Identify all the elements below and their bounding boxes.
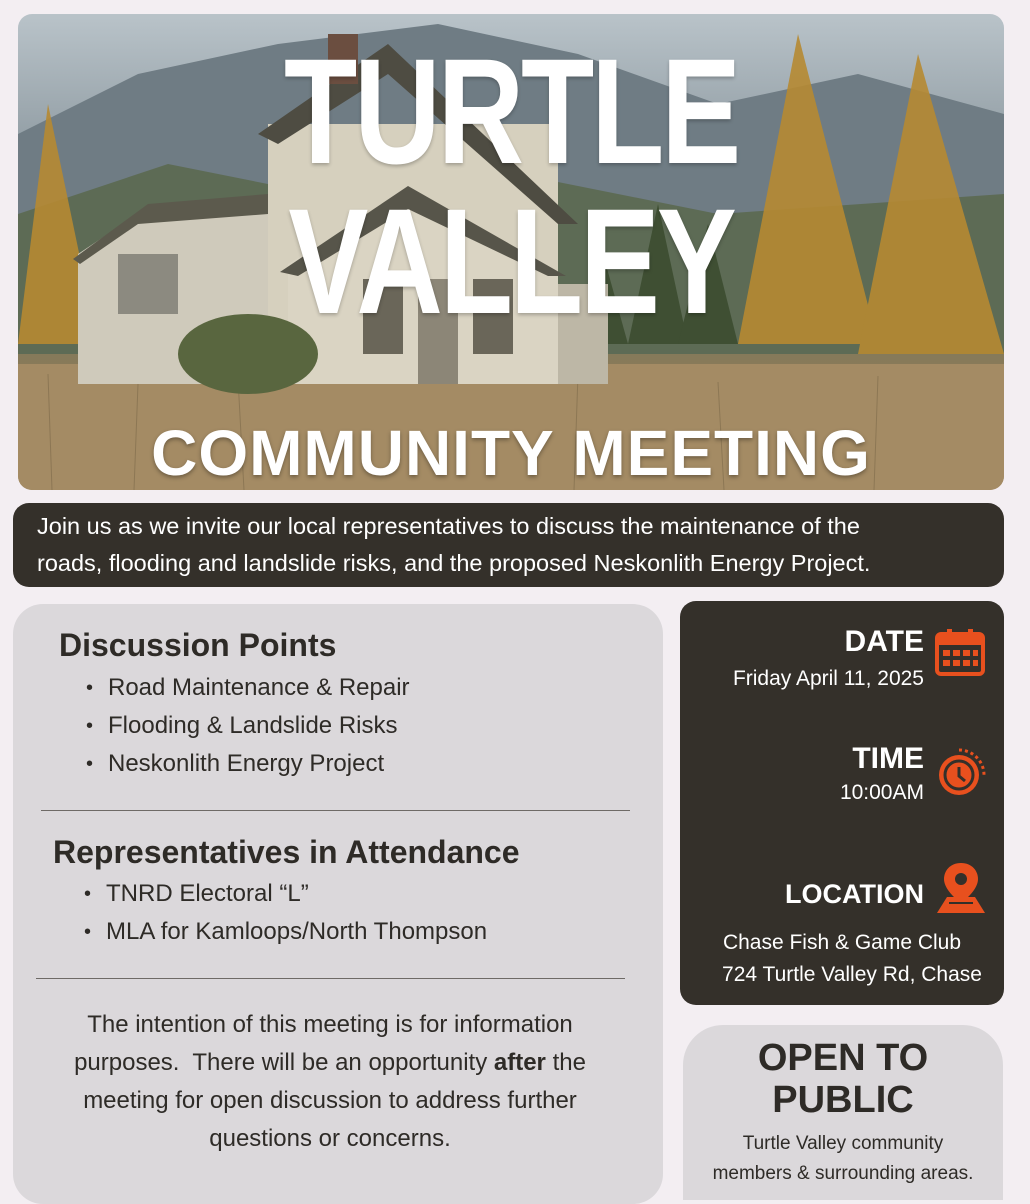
- details-panel: [680, 601, 1004, 1005]
- note-line-1: The intention of this meeting is for information: [87, 1011, 573, 1038]
- open-title-line-1: OPEN TO: [757, 1037, 929, 1079]
- location-line-1: Chase Fish & Game Club: [722, 931, 962, 954]
- open-sub-line-2: members & surrounding areas.: [712, 1163, 974, 1184]
- time-value: 10:00AM: [839, 781, 924, 804]
- date-label: DATE: [844, 625, 924, 658]
- location-label: LOCATION: [785, 879, 924, 909]
- list-item: • TNRD Electoral “L”: [84, 875, 487, 913]
- intro-line-2: roads, flooding and landslide risks, and the proposed Neskonlith Energy Project.: [37, 550, 871, 576]
- location-line-2: 724 Turtle Valley Rd, Chase: [722, 963, 982, 986]
- clock-icon: [933, 747, 987, 806]
- representatives-list: [84, 875, 487, 951]
- note-emphasis: after: [493, 1049, 546, 1076]
- representatives-heading: Representatives in Attendance: [53, 834, 520, 870]
- location-address: [680, 927, 1004, 991]
- date-value: Friday April 11, 2025: [732, 667, 924, 690]
- list-item: • Road Maintenance & Repair: [86, 669, 410, 707]
- open-to-public-panel: [683, 1025, 1003, 1200]
- divider: [36, 978, 625, 979]
- note-line-2: [30, 1044, 630, 1082]
- calendar-icon: [934, 627, 986, 682]
- intro-banner: [13, 503, 1004, 587]
- divider: [41, 810, 630, 811]
- meeting-note: [30, 1006, 630, 1158]
- note-line-4: questions or concerns.: [209, 1125, 451, 1152]
- note-text: the: [545, 1049, 586, 1076]
- time-label: TIME: [852, 742, 924, 775]
- note-line-3: meeting for open discussion to address further: [83, 1087, 577, 1114]
- map-pin-icon: [935, 859, 987, 922]
- discussion-list: [86, 669, 410, 783]
- note-text: purposes. There will be an opportunity: [74, 1049, 494, 1076]
- list-item: • Flooding & Landslide Risks: [86, 707, 410, 745]
- open-title-line-2: PUBLIC: [772, 1079, 914, 1121]
- open-sub-line-1: Turtle Valley community: [742, 1133, 944, 1154]
- discussion-heading: Discussion Points: [59, 627, 337, 663]
- intro-line-1: Join us as we invite our local representatives to discuss the maintenance of the: [37, 513, 860, 539]
- hero-subtitle: COMMUNITY MEETING: [151, 417, 871, 489]
- list-item: • MLA for Kamloops/North Thompson: [84, 913, 487, 951]
- list-item: • Neskonlith Energy Project: [86, 745, 410, 783]
- hero-banner: [18, 14, 1004, 490]
- hero-title: TURTLE VALLEY: [283, 27, 739, 345]
